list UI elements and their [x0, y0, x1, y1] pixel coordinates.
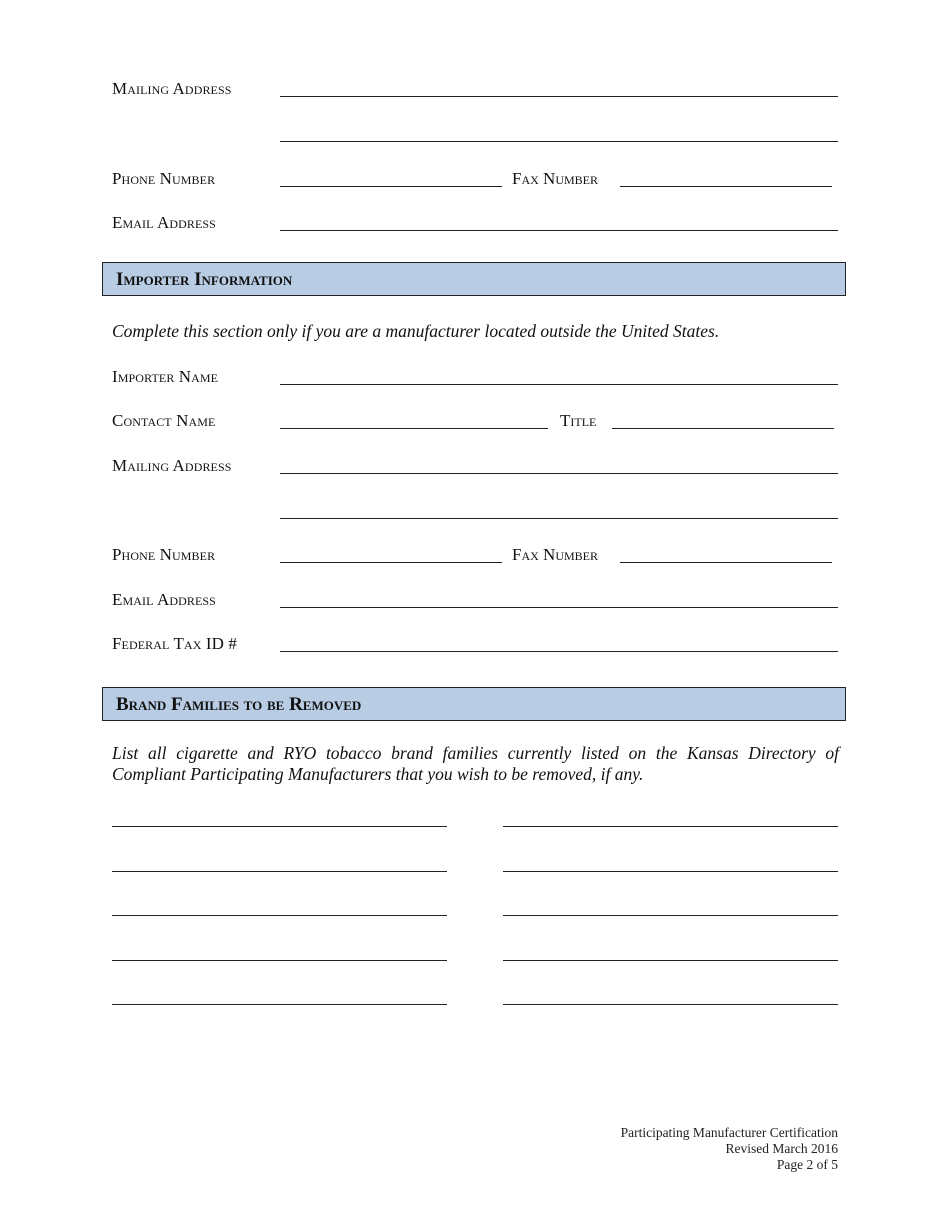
- federal-tax-id-field[interactable]: [280, 651, 838, 652]
- brand-family-field-right-4[interactable]: [503, 960, 838, 961]
- mailing-address-line-2-field[interactable]: [280, 141, 838, 142]
- brand-family-field-left-3[interactable]: [112, 915, 447, 916]
- email-address-field[interactable]: [280, 230, 838, 231]
- footer-page-number: Page 2 of 5: [776, 1157, 838, 1172]
- importer-email-address-field[interactable]: [280, 607, 838, 608]
- brand-instruction: List all cigarette and RYO tobacco brand families currently listed on the Kansas Directory of Compliant Participating Manufacturers that you wish to be removed, if any.: [112, 743, 839, 784]
- importer-fax-number-label: Fax Number: [512, 545, 598, 564]
- email-address-label: Email Address: [112, 213, 216, 232]
- brand-family-field-left-1[interactable]: [112, 826, 447, 827]
- brand-family-field-right-3[interactable]: [503, 915, 838, 916]
- contact-name-field[interactable]: [280, 428, 548, 429]
- brand-family-field-left-4[interactable]: [112, 960, 447, 961]
- title-field[interactable]: [612, 428, 834, 429]
- mailing-address-label: Mailing Address: [112, 79, 232, 98]
- phone-number-label: Phone Number: [112, 169, 216, 188]
- federal-tax-id-label: Federal Tax ID #: [112, 634, 237, 653]
- page-footer: [621, 1125, 838, 1173]
- importer-phone-number-field[interactable]: [280, 562, 502, 563]
- phone-number-field[interactable]: [280, 186, 502, 187]
- brand-section-title: Brand Families to be Removed: [116, 694, 362, 715]
- importer-mailing-address-line-2-field[interactable]: [280, 518, 838, 519]
- brand-family-field-right-5[interactable]: [503, 1004, 838, 1005]
- mailing-address-line-1-field[interactable]: [280, 96, 838, 97]
- importer-section-title: Importer Information: [116, 269, 293, 290]
- brand-family-field-right-2[interactable]: [503, 871, 838, 872]
- importer-instruction: Complete this section only if you are a manufacturer located outside the United States.: [112, 321, 720, 341]
- brand-section-header: [102, 687, 846, 721]
- fax-number-label: Fax Number: [512, 169, 598, 188]
- importer-name-field[interactable]: [280, 384, 838, 385]
- importer-name-label: Importer Name: [112, 367, 219, 386]
- footer-form-name: Participating Manufacturer Certification: [620, 1125, 838, 1140]
- title-label: Title: [560, 411, 597, 430]
- brand-family-field-right-1[interactable]: [503, 826, 838, 827]
- importer-mailing-address-label: Mailing Address: [112, 456, 232, 475]
- importer-mailing-address-line-1-field[interactable]: [280, 473, 838, 474]
- brand-family-field-left-5[interactable]: [112, 1004, 447, 1005]
- importer-phone-number-label: Phone Number: [112, 545, 216, 564]
- importer-section-header: [102, 262, 846, 296]
- contact-name-label: Contact Name: [112, 411, 216, 430]
- fax-number-field[interactable]: [620, 186, 832, 187]
- footer-revision-date: Revised March 2016: [725, 1141, 838, 1156]
- brand-family-field-left-2[interactable]: [112, 871, 447, 872]
- importer-email-address-label: Email Address: [112, 590, 216, 609]
- importer-fax-number-field[interactable]: [620, 562, 832, 563]
